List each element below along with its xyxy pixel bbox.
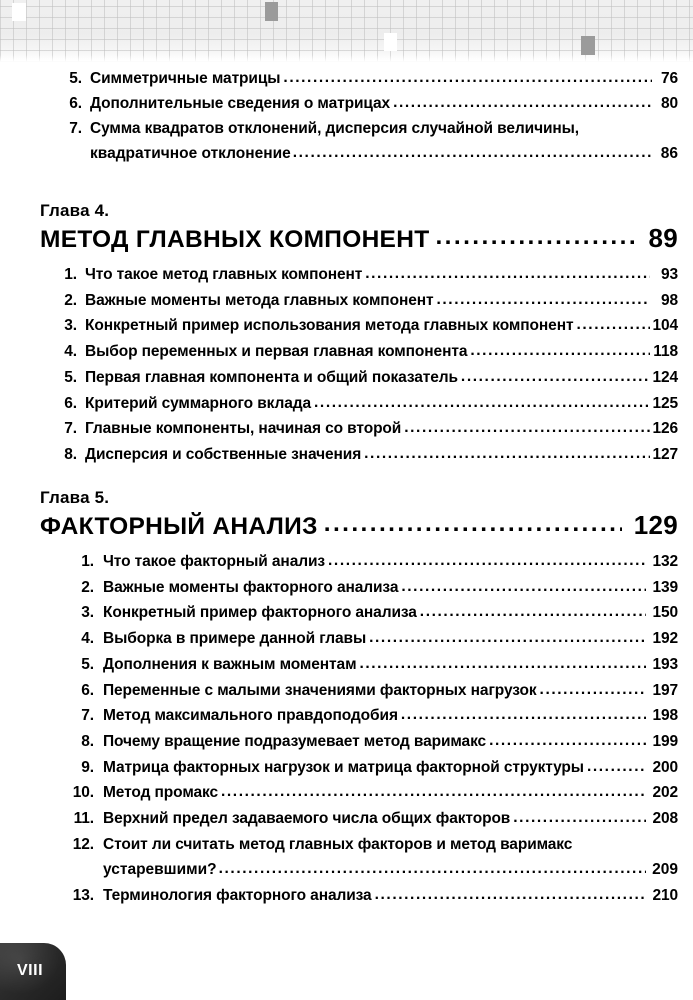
toc-leader-dots [461,364,650,390]
toc-leader-dots [324,508,622,540]
toc-entry[interactable] [0,678,693,704]
chapter-title-row[interactable] [0,509,693,543]
toc-entry-page: 98 [660,291,678,309]
toc-entry[interactable] [0,755,693,781]
chapter-page: 129 [633,510,678,540]
toc-group-previous-chapter [0,66,693,166]
toc-leader-dots [359,651,646,677]
toc-entry[interactable] [0,442,693,468]
chapter-5-items [0,549,693,909]
toc-entry-label: Симметричные матрицы [90,70,281,87]
toc-entry[interactable] [0,549,693,575]
toc-entry-number: 11. [73,810,94,828]
toc-entry-page: 208 [652,810,678,828]
toc-entry[interactable] [0,66,693,91]
toc-entry-number: 7. [69,120,82,137]
toc-entry-number: 4. [81,630,94,648]
toc-entry-page: 209 [652,861,678,879]
toc-entry-number: 6. [64,394,77,412]
toc-entry[interactable] [0,652,693,678]
toc-entry-page: 132 [652,553,678,570]
toc-entry-page: 86 [660,145,678,162]
toc-entry-page: 198 [652,707,678,725]
toc-entry-label: Первая главная компонента и общий показатель [85,368,458,386]
toc-entry-number: 5. [69,70,82,87]
artifact-gray-right [581,36,595,55]
toc-entry-page: 193 [652,655,678,673]
toc-entry-number: 6. [69,95,82,112]
toc-entry[interactable] [0,703,693,729]
toc-leader-dots [436,287,650,313]
toc-entry-label: Дисперсия и собственные значения [85,445,362,463]
toc-entry[interactable] [0,262,693,288]
chapter-title-row[interactable] [0,222,693,256]
toc-entry[interactable] [0,729,693,755]
toc-leader-dots [369,625,646,651]
toc-entry-page: 126 [652,420,678,438]
toc-entry-number: 5. [64,368,77,386]
scan-artifact-band [0,0,693,62]
toc-entry-number: 12. [72,835,94,853]
toc-entry-number: 6. [81,681,94,699]
toc-entry-number: 10. [72,784,94,802]
toc-entry-label: Матрица факторных нагрузок и матрица факторной структуры [103,758,584,776]
toc-entry-label: Главные компоненты, начиная со второй [85,420,402,438]
toc-leader-dots [365,261,650,287]
toc-entry[interactable] [0,91,693,116]
toc-leader-dots [576,312,650,338]
toc-leader-dots [293,140,652,165]
toc-leader-dots [587,754,646,780]
toc-entry[interactable] [0,365,693,391]
toc-entry[interactable] [0,339,693,365]
chapter-eyebrow: Глава 5. [40,488,110,507]
toc-entry-number: 1. [64,266,77,283]
toc-entry[interactable] [0,832,693,858]
toc-entry-label: Метод промакс [103,784,218,802]
toc-entry[interactable] [0,313,693,339]
toc-entry-page: 125 [652,394,678,412]
toc-entry-label: Терминология факторного анализа [103,887,372,905]
toc-entry[interactable] [0,416,693,442]
toc-leader-dots [470,338,650,364]
toc-entry[interactable] [0,391,693,417]
toc-entry-page: 93 [660,266,678,283]
toc-entry-page: 124 [652,368,678,386]
chapter-eyebrow: Глава 4. [40,201,110,220]
toc-entry-label: Что такое факторный анализ [103,553,325,570]
toc-entry-label: Верхний предел задаваемого числа общих факторов [103,810,511,828]
toc-entry-continuation[interactable] [0,857,693,883]
toc-leader-dots [401,574,646,600]
toc-entry[interactable] [0,116,693,141]
toc-leader-dots [393,90,652,115]
toc-entry-number: 2. [64,291,77,309]
toc-leader-dots [435,221,634,253]
toc-leader-dots [364,441,650,467]
toc-entry-number: 2. [81,578,94,596]
chapter-block-4 [0,199,693,468]
toc-entry-page: 76 [660,70,678,87]
toc-leader-dots [219,856,646,882]
toc-entry-label-wrapped: квадратичное отклонение [90,145,291,162]
toc-entry-number: 8. [64,445,77,463]
toc-entry-label: Стоит ли считать метод главных факторов и метод варимакс [103,835,573,853]
toc-entry-page: 210 [652,887,678,905]
toc-entry[interactable] [0,600,693,626]
toc-entry[interactable] [0,806,693,832]
page-folio-tab [0,943,66,1000]
toc-entry-label: Выбор переменных и первая главная компонента [85,343,468,361]
toc-entry-number: 5. [81,655,94,673]
toc-entry-page: 192 [652,630,678,648]
chapter-title: ФАКТОРНЫЙ АНАЛИЗ [40,513,318,540]
toc-entry-number: 1. [81,553,94,570]
toc-leader-dots [420,599,646,625]
page-folio-number: VIII [17,962,44,979]
toc-leader-dots [404,415,650,441]
artifact-white-midright [384,33,397,51]
toc-entry-page: 118 [653,343,678,361]
toc-entry-page: 202 [652,784,678,802]
toc-entry[interactable] [0,288,693,314]
toc-entry-number: 9. [81,758,94,776]
toc-leader-dots [513,805,646,831]
toc-entry-number: 7. [64,420,77,438]
chapter-4-items [0,262,693,468]
toc-entry-label: Конкретный пример использования метода главных компонент [85,317,574,335]
toc-leader-dots [375,882,646,908]
toc-leader-dots [314,390,650,416]
toc-entry-label: Важные моменты факторного анализа [103,578,399,596]
toc-entry[interactable] [0,575,693,601]
toc-entry-number: 3. [81,604,94,622]
toc-entry-label: Выборка в примере данной главы [103,630,367,648]
toc-entry-number: 8. [81,732,94,750]
toc-entry-number: 7. [81,707,94,725]
toc-entry-label: Важные моменты метода главных компонент [85,291,434,309]
toc-entry-page: 127 [652,445,678,463]
toc-entry-page: 150 [652,604,678,622]
toc-entry-number: 13. [72,887,94,905]
toc-entry-page: 200 [652,758,678,776]
toc-entry[interactable] [0,780,693,806]
toc-entry-number: 3. [64,317,77,335]
toc-entry-label: Почему вращение подразумевает метод варимакс [103,732,487,750]
toc-entry-label: Дополнительные сведения о матрицах [90,95,391,112]
toc-entry-label: Что такое метод главных компонент [85,266,363,283]
chapter-title: МЕТОД ГЛАВНЫХ КОМПОНЕНТ [40,226,430,253]
toc-entry-label: Дополнения к важным моментам [103,655,357,673]
toc-entry-number: 4. [64,343,77,361]
toc-leader-dots [328,548,646,574]
toc-leader-dots [283,65,652,90]
toc-entry-label: Конкретный пример факторного анализа [103,604,417,622]
toc-entry[interactable] [0,883,693,909]
toc-leader-dots [221,779,646,805]
toc-leader-dots [540,677,646,703]
toc-entry-page: 199 [652,732,678,750]
artifact-white-left [12,3,26,21]
toc-entry-label-wrapped: устаревшими? [103,861,217,879]
toc-entry-label: Метод максимального правдоподобия [103,707,398,725]
toc-entry-label: Сумма квадратов отклонений, дисперсия случайной величины, [90,120,580,137]
toc-entry-page: 104 [652,317,678,335]
toc-entry-label: Критерий суммарного вклада [85,394,312,412]
toc-entry[interactable] [0,626,693,652]
chapter-block-5 [0,486,693,909]
toc-entry-page: 139 [652,578,678,596]
toc-leader-dots [401,702,646,728]
toc-entry-page: 80 [660,95,678,112]
chapter-page: 89 [648,223,678,253]
toc-entry-page: 197 [652,681,678,699]
toc-entry-label: Переменные с малыми значениями факторных нагрузок [103,681,537,699]
toc-entry-continuation[interactable] [0,141,693,166]
toc-leader-dots [489,728,646,754]
artifact-gray-center [265,2,278,21]
